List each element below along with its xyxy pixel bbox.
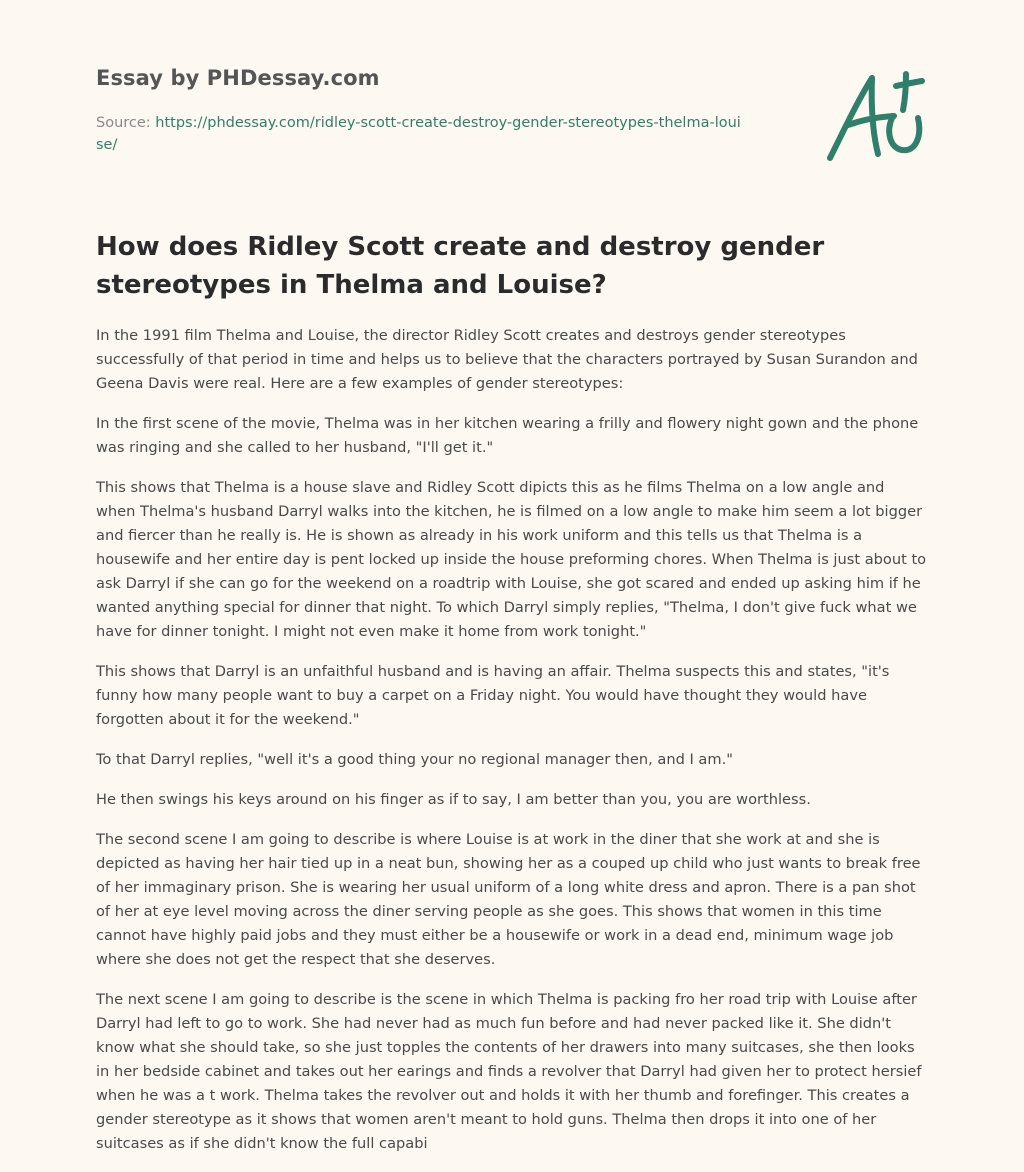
- essay-paragraph: This shows that Darryl is an unfaithful husband and is having an affair. Thelma suspects this and states, "it's funny how many people want to buy a carpet on a Friday night. You would have thought they would have forgotten about it for the weekend.": [96, 663, 890, 728]
- essay-body: [96, 324, 928, 1172]
- source-label: Source:: [96, 115, 151, 131]
- essay-paragraph: He then swings his keys around on his finger as if to say, I am better than you, you are worthless.: [96, 791, 811, 808]
- essay-paragraph: To that Darryl replies, "well it's a good thing your no regional manager then, and I am.": [96, 751, 733, 768]
- a-plus-logo-icon: [826, 70, 926, 165]
- essay-paragraph: The second scene I am going to describe is where Louise is at work in the diner that she work at and she is depicted as having her hair tied up in a neat bun, showing her as a couped up child who just wants to break free of her immaginary prison. She is wearing her usual uniform of a long white dress and apron. There is a pan shot of her at eye level moving across the diner serving people as she goes. This shows that women in this time cannot have highly paid jobs and they must either be a housewife or work in a dead end, minimum wage job where she does not get the respect that she deserves.: [96, 831, 921, 968]
- essay-paragraph: In the 1991 film Thelma and Louise, the director Ridley Scott creates and destroys gender stereotypes successfully of that period in time and helps us to believe that the characters portrayed by Susan Surandon and Geena Davis were real. Here are a few examples of gender stereotypes:: [96, 327, 918, 392]
- site-brand: Essay by PHDessay.com: [96, 66, 380, 90]
- source-line: [96, 112, 746, 156]
- a-plus-logo: [826, 70, 926, 165]
- source-link[interactable]: https://phdessay.com/ridley-scott-create-destroy-gender-stereotypes-thelma-louise/: [96, 115, 741, 153]
- essay-paragraph: This shows that Thelma is a house slave and Ridley Scott dipicts this as he films Thelma on a low angle and when Thelma's husband Darryl walks into the kitchen, he is filmed on a low angle to make him seem a lot bigger and fiercer than he really is. He is shown as already in his work uniform and this tells us that Thelma is a housewife and her entire day is pent locked up inside the house preforming chores. When Thelma is just about to ask Darryl if she can go for the weekend on a roadtrip with Louise, she got scared and ended up asking him if he wanted anything special for dinner that night. To which Darryl simply replies, "Thelma, I don't give fuck what we have for dinner tonight. I might not even make it home from work tonight.": [96, 479, 927, 640]
- essay-paragraph: In the first scene of the movie, Thelma was in her kitchen wearing a frilly and flowery night gown and the phone was ringing and she called to her husband, "I'll get it.": [96, 415, 919, 456]
- essay-paragraph: The next scene I am going to describe is the scene in which Thelma is packing fro her road trip with Louise after Darryl had left to go to work. She had never had as much fun before and had never packed like it. She didn't know what she should take, so she just topples the contents of her drawers into many suitcases, she then looks in her bedside cabinet and takes out her earings and finds a revolver that Darryl had given her to protect hersief when he was a t work. Thelma takes the revolver out and holds it with her thumb and forefinger. This creates a gender stereotype as it shows that women aren't meant to hold guns. Thelma then drops it into one of her suitcases as if she didn't know the full capabi: [96, 991, 922, 1152]
- essay-title: How does Ridley Scott create and destroy gender stereotypes in Thelma and Louise?: [96, 232, 825, 300]
